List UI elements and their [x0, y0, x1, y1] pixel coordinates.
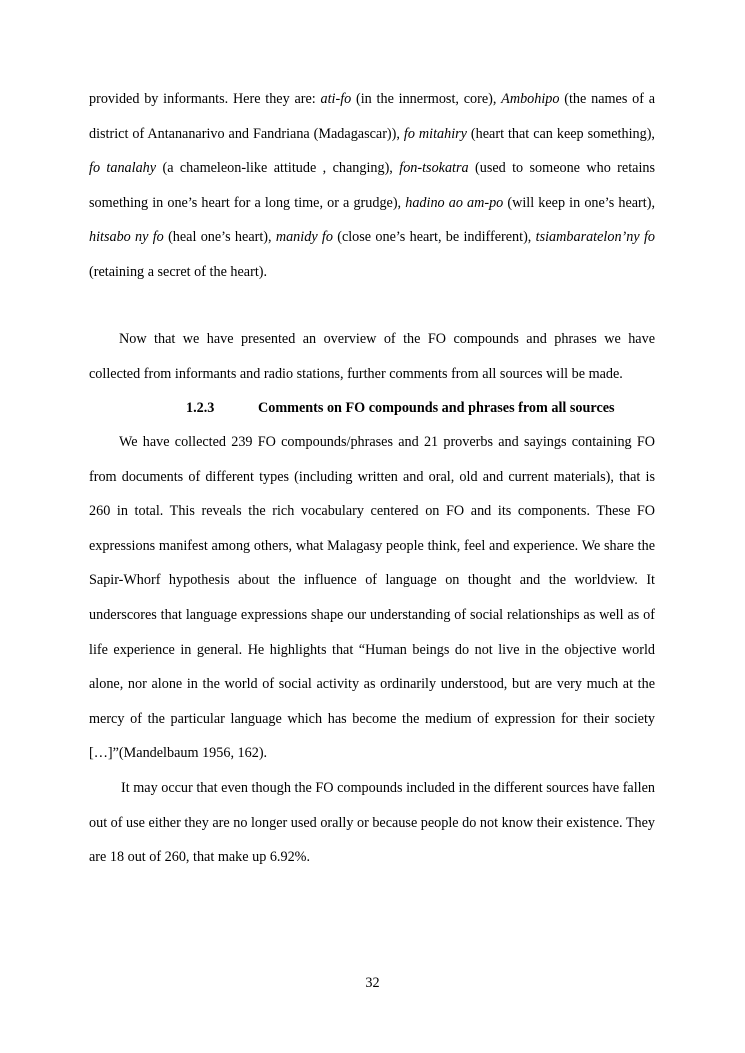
text-segment: (in the innermost, core),: [351, 91, 502, 107]
italic-term: manidy fo: [275, 229, 333, 246]
italic-term: fon-tsokatra: [399, 160, 469, 177]
paragraph-collection-summary: We have collected 239 FO compounds/phrases and 21 proverbs and sayings containing FO from documents of different types (including written and oral, old and current materials), that is 260 in total. This reveals the rich vocabulary centered on FO and its components. These FO expressions manifest among others, what Malagasy people think, feel and experience. We share the Sapir-Whorf hypothesis about the influence of language on thought and the worldview. It underscores that language expressions shape our understanding of social relationships as well as of life experience in general. He highlights that “Human beings do not live in the objective world alone, nor alone in the world of social activity as ordinarily understood, but are very much at the mercy of the particular language which has become the medium of expression for their society […]”(Mandelbaum 1956, 162).: [89, 434, 655, 762]
text-segment: (a chameleon-like attitude , changing),: [156, 160, 400, 177]
section-title: Comments on FO compounds and phrases from all sources: [258, 400, 615, 416]
italic-term: fo tanalahy: [89, 160, 157, 177]
text-segment: (retaining a secret of the heart).: [89, 263, 268, 280]
italic-term: Ambohipo: [501, 91, 560, 107]
text-segment: (used to someone who retains something in one’s heart for a long time, or a grudge),: [89, 160, 655, 211]
page-number: 32: [365, 975, 380, 991]
text-segment: (will keep in one’s heart),: [503, 194, 655, 211]
paragraph-fo-compounds-list: [89, 82, 655, 290]
text-segment: provided by informants. Here they are:: [89, 91, 321, 107]
italic-term: hadino ao am-po: [405, 194, 504, 211]
text-segment: (heart that can keep something),: [466, 125, 655, 142]
italic-term: fo mitahiry: [403, 125, 467, 142]
italic-term: hitsabo ny fo: [89, 229, 164, 246]
text-segment: (the names of a district of Antananarivo and Fandriana (Madagascar)),: [89, 91, 655, 142]
text-segment: (heal one’s heart),: [163, 229, 276, 246]
paragraph-overview-transition: Now that we have presented an overview of the FO compounds and phrases we have collected from informants and radio stations, further comments from all sources will be made.: [89, 331, 655, 382]
italic-term: ati-fo: [320, 91, 352, 107]
section-number: 1.2.3: [186, 400, 215, 416]
text-segment: (close one’s heart, be indifferent),: [332, 229, 536, 246]
italic-term: tsiambaratelon’ny fo: [535, 229, 655, 246]
paragraph-obsolete-compounds: It may occur that even though the FO compounds included in the different sources have fallen out of use either they are no longer used orally or because people do not know their existence. They are 18 out of 260, that make up 6.92%.: [89, 780, 655, 866]
